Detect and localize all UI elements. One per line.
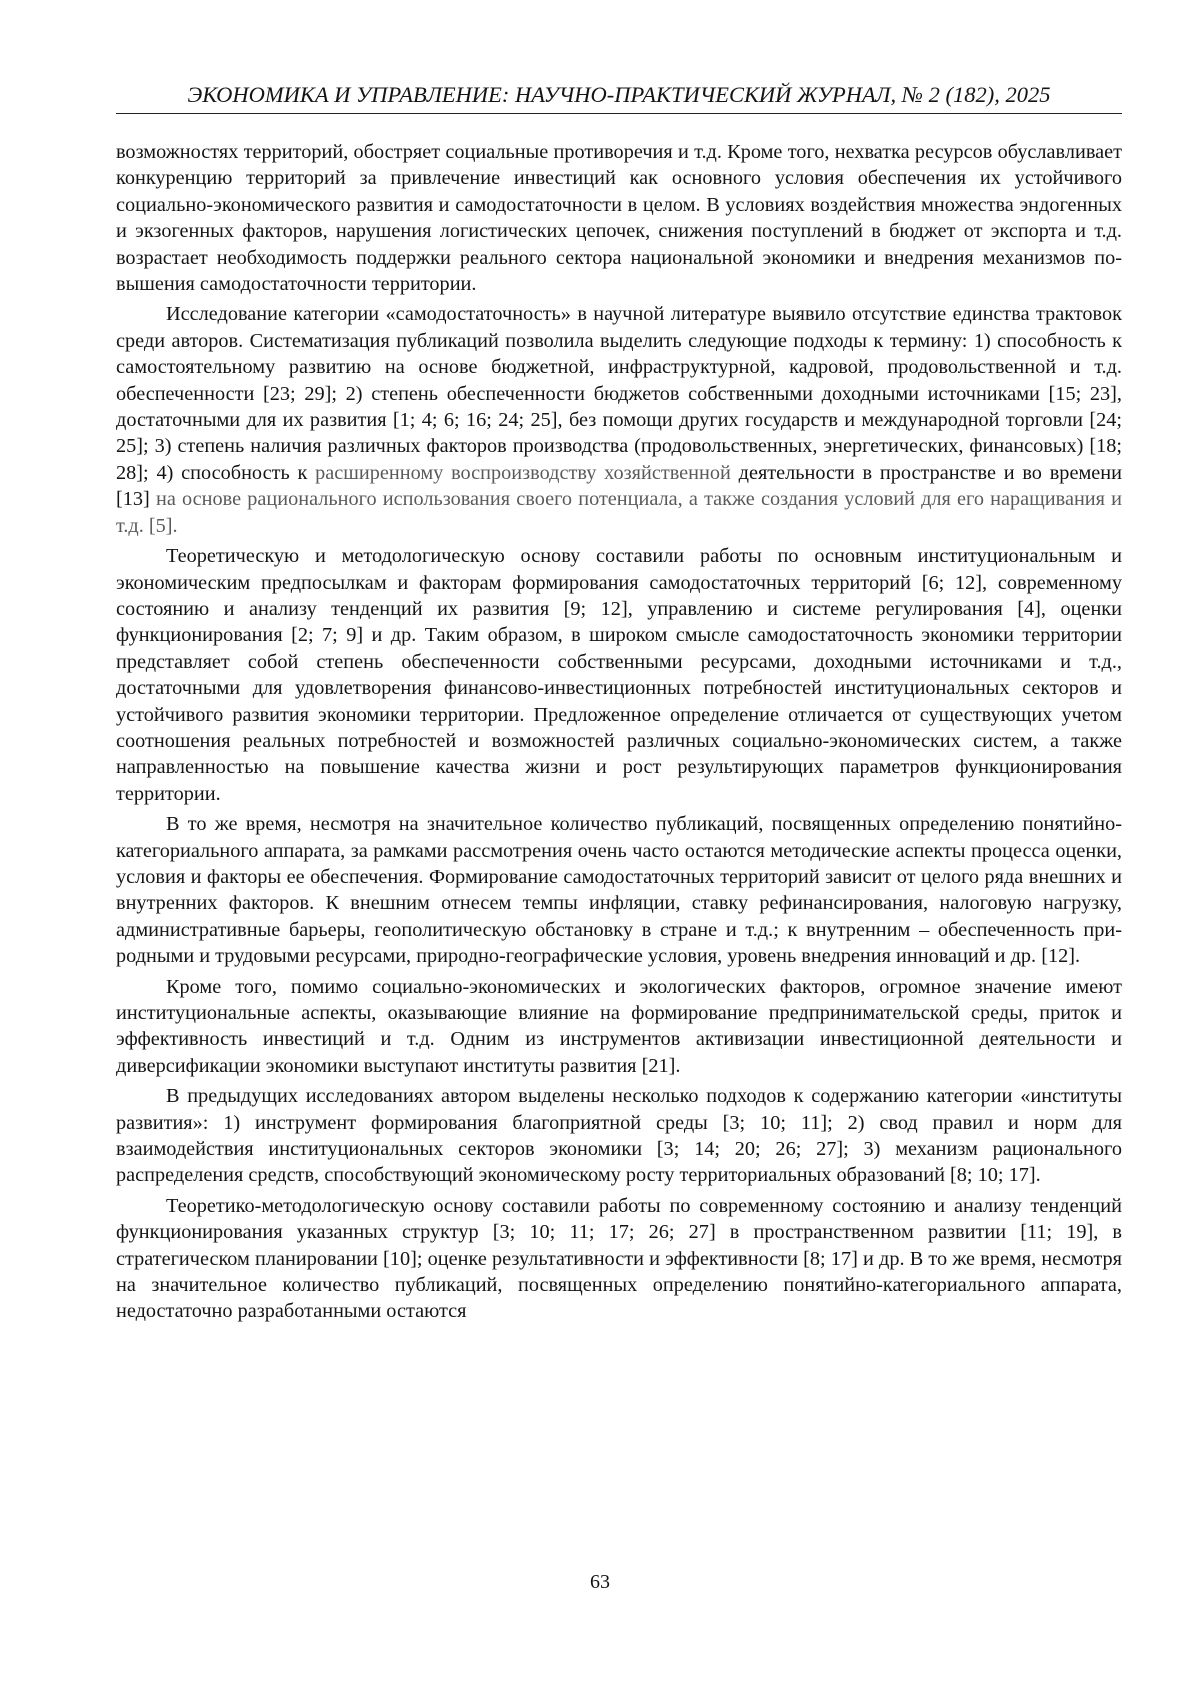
paragraph-2-text-grey-b: на основе рационального использования своего потенциала, а также создания условий для его наращивания и т.д. [5]. <box>116 488 1123 537</box>
paragraph-3: Теоретическую и методологическую основу составили работы по основным институциональным и экономическим предпосылкам и факторам формирования самодостаточных территорий [6; 12], современному состоянию и анализу тенденций их развития [9; 12], управлению и системе регулирования [4], оценки функционирования [2; 7; 9] и др. Таким образом, в широком смысле самодостаточность экономики территории представляет собой степень обеспеченности собственными ресурсами, доходными источниками и т.д., достаточными для удовлетворения финансово-инвестиционных потребностей институциональных секторов и устойчивого развития экономики территории. Предложенное определение отличается от существующих учетом соотношения реальных потребностей и возможностей различных социально-экономических систем, а также направленностью на повышение качества жизни и рост результирующих параметров функционирования территории. <box>116 545 1122 805</box>
paragraph-2 <box>116 301 1122 539</box>
paragraph-6: В предыдущих исследованиях автором выделены несколько подходов к содержанию категории «институты развития»: 1) инструмент формирования благоприятной среды [3; 10; 11]; 2) свод правил и норм для взаимодействия институциональных секторов экономики [3; 14; 20; 26; 27]; 3) механизм рационального распределения средств, способствующий экономическому росту территориальных образований [8; 10; 17]. <box>116 1085 1122 1187</box>
paragraph-2-text-grey-a: расширенному воспроизводству хозяйственной <box>315 461 731 484</box>
page-number: 63 <box>590 1571 610 1593</box>
paragraph-4: В то же время, несмотря на значительное количество публикаций, посвященных определению понятийно-категориального аппарата, за рамками рассмотрения очень часто остаются методические аспекты процесса оценки, условия и факторы ее обеспечения. Формирование самодостаточных территорий зависит от целого ряда внешних и внутренних факторов. К внешним отнесем темпы инфляции, ставку рефинансирования, налоговую нагрузку, административные барьеры, геополитическую обстановку в стране и т.д.; к внутренним – обеспеченность природными и трудовыми ресурсами, природно-географические условия, уровень внедрения инноваций и др. [12]. <box>116 813 1122 968</box>
paragraph-7: Теоретико-методологическую основу составили работы по современному состоянию и анализу тенденций функционирования указанных структур [3; 10; 11; 17; 26; 27] в пространственном развитии [11; 19], в стратегическом планировании [10]; оценке результативности и эффективности [8; 17] и др. В то же время, несмотря на значительное количество публикаций, посвященных определению понятийно-категориального аппарата, недостаточно разработанными остаются <box>116 1194 1122 1323</box>
journal-header: ЭКОНОМИКА И УПРАВЛЕНИЕ: НАУЧНО-ПРАКТИЧЕСКИЙ ЖУРНАЛ, № 2 (182), 2025 <box>116 80 1122 114</box>
paragraph-2-text-b: деятельности в пространстве и во времени [13] <box>116 461 1122 511</box>
paragraph-1: возможностях территорий, обостряет социальные противоречия и т.д. Кроме того, нехватка ресурсов обуславливает конкуренцию территорий за привлечение инвестиций как основного условия обеспечения их устойчивого социально-экономического развития и самодостаточности в целом. В условиях воздействия множества эндогенных и экзогенных факторов, нарушения логистических цепочек, снижения поступлений в бюджет от экспорта и т.д. возрастает необходимость поддержки реального сектора национальной экономики и внедрения механизмов повышения самодостаточности территории. <box>116 141 1122 296</box>
paragraph-2-text-a: Исследование категории «самодостаточность» в научной литературе выявило отсутствие единства трактовок среди авторов. Систематизация публикаций позволила выделить следующие подходы к термину: 1) способность к самостоятельному развитию на основе бюджетной, инфраструктурной, кадровой, продовольственной и т.д. обеспеченности [23; 29]; 2) степень обеспеченности бюджетов собственными доходными источниками [15; 23], достаточными для их развития [1; 4; 6; 16; 24; 25], без помощи других государств и международной торговли [24; 25]; 3) степень наличия различных факторов производства (продовольственных, энергетических, финансовых) [18; 28]; 4) способность к <box>116 303 1122 484</box>
article-body <box>116 139 1122 1325</box>
journal-page <box>116 80 1122 1329</box>
paragraph-5: Кроме того, помимо социально-экономических и экологических факторов, огромное значение имеют институциональные аспекты, оказывающие влияние на формирование предпринимательской среды, приток и эффективность инвестиций и т.д. Одним из инструментов активизации инвестиционной деятельности и диверсификации экономики выступают институты развития [21]. <box>116 975 1122 1077</box>
